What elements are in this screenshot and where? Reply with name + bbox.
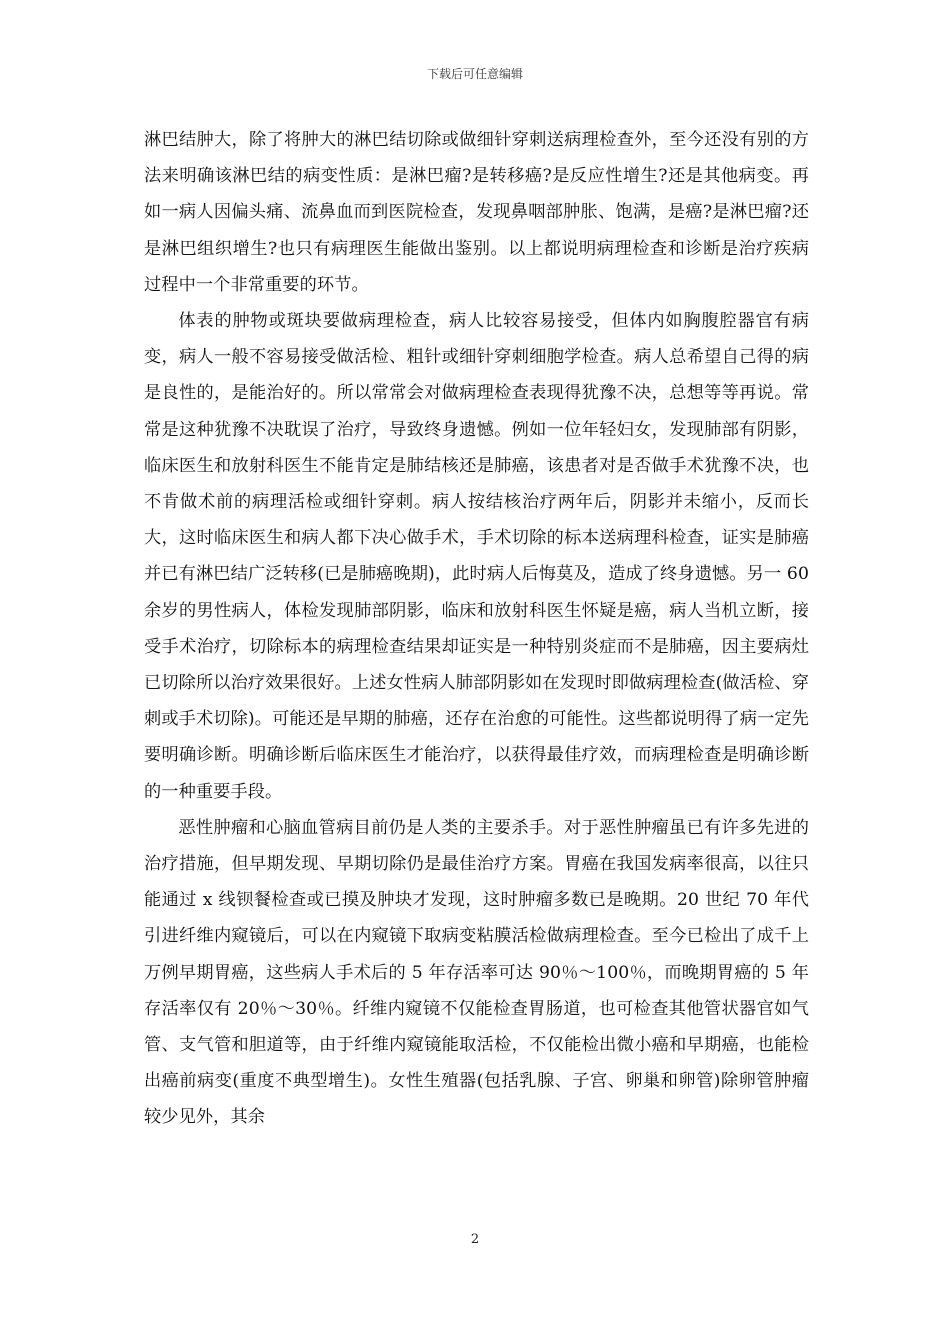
page-header: 下载后可任意编辑 [426,67,523,81]
paragraph-1: 淋巴结肿大，除了将肿大的淋巴结切除或做细针穿刺送病理检查外，至今还没有别的方法来明确该淋巴结的病变性质：是淋巴瘤?是转移癌?是反应性增生?还是其他病变。再如一病人因偏头痛、流鼻血而到医院检查，发现鼻咽部肿胀、饱满，是癌?是淋巴瘤?还是淋巴组织增生?也只有病理医生能做出鉴别。以上都说明病理检查和诊断是治疗疾病过程中一个非常重要的环节。 [144,130,809,295]
document-body [144,122,809,1136]
paragraph-2: 体表的肿物或斑块要做病理检查，病人比较容易接受，但体内如胸腹腔器官有病变，病人一般不容易接受做活检、粗针或细针穿刺细胞学检查。病人总希望自己得的病是良性的，是能治好的。所以常常会对做病理检查表现得犹豫不决，总想等等再说。常常是这种犹豫不决耽误了治疗，导致终身遗憾。例如一位年轻妇女，发现肺部有阴影，临床医生和放射科医生不能肯定是肺结核还是肺癌，该患者对是否做手术犹豫不决，也不肯做术前的病理活检或细针穿刺。病人按结核治疗两年后，阴影并未缩小，反而长大，这时临床医生和病人都下决心做手术，手术切除的标本送病理科检查，证实是肺癌并已有淋巴结广泛转移(已是肺癌晚期)，此时病人后悔莫及，造成了终身遗憾。另一 60 余岁的男性病人，体检发现肺部阴影，临床和放射科医生怀疑是癌，病人当机立断，接受手术治疗，切除标本的病理检查结果却证实是一种特别炎症而不是肺癌，因主要病灶已切除所以治疗效果很好。上述女性病人肺部阴影如在发现时即做病理检查(做活检、穿刺或手术切除)。可能还是早期的肺癌，还存在治愈的可能性。这些都说明得了病一定先要明确诊断。明确诊断后临床医生才能治疗，以获得最佳疗效，而病理检查是明确诊断的一种重要手段。 [144,311,809,802]
paragraph-3: 恶性肿瘤和心脑血管病目前仍是人类的主要杀手。对于恶性肿瘤虽已有许多先进的治疗措施，但早期发现、早期切除仍是最佳治疗方案。胃癌在我国发病率很高，以往只能通过 x 线钡餐检查或已摸及肿块才发现，这时肿瘤多数已是晚期。20 世纪 70 年代引进纤维内窥镜后，可以在内窥镜下取病变粘膜活检做病理检查。至今已检出了成千上万例早期胃癌，这些病人手术后的 5 年存活率可达 90％～100％，而晚期胃癌的 5 年存活率仅有 20％～30％。纤维内窥镜不仅能检查胃肠道，也可检查其他管状器官如气管、支气管和胆道等，由于纤维内窥镜能取活检，不仅能检出微小癌和早期癌，也能检出癌前病变(重度不典型增生)。女性生殖器(包括乳腺、子宫、卵巢和卵管)除卵管肿瘤较少见外，其余 [144,817,809,1128]
page-number: 2 [470,1232,480,1247]
